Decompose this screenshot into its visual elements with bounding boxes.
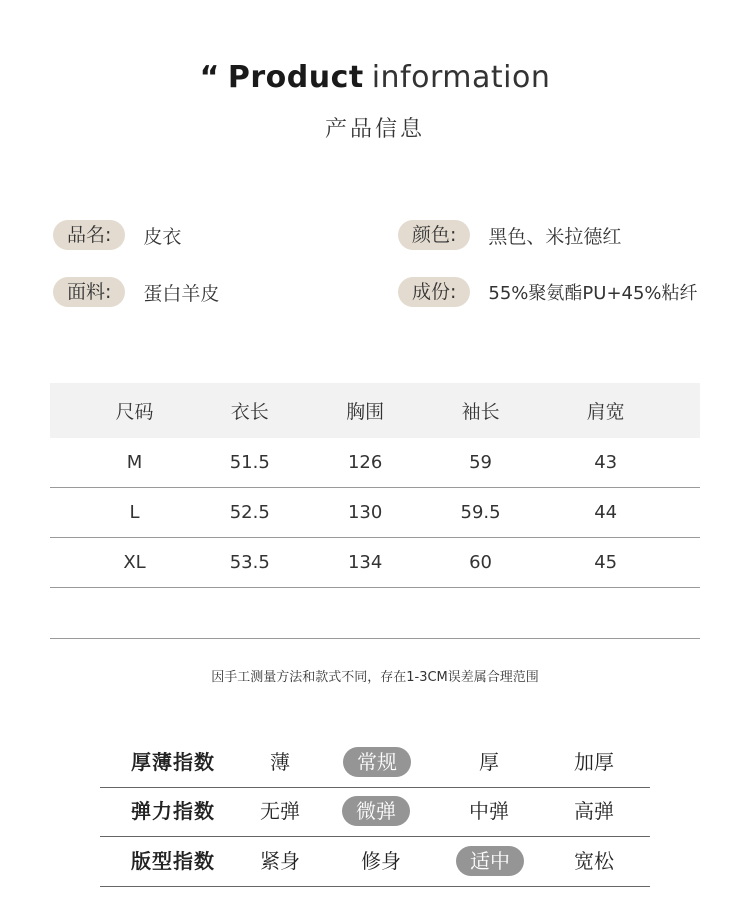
table-row bbox=[50, 538, 700, 588]
attr-color-label: 颜色: bbox=[398, 220, 470, 250]
attr-fabric-label: 面料: bbox=[53, 277, 125, 307]
index-option: 加厚 bbox=[574, 750, 614, 774]
col-header-sleeve: 袖长 bbox=[450, 383, 512, 438]
table-cell: 60 bbox=[450, 538, 512, 588]
index-option: 厚 bbox=[479, 750, 499, 774]
index-label: 版型指数 bbox=[131, 849, 215, 873]
index-option: 修身 bbox=[361, 849, 401, 873]
index-label: 弹力指数 bbox=[131, 799, 215, 823]
title-chinese: 产品信息 bbox=[324, 117, 425, 142]
table-cell: 134 bbox=[281, 538, 450, 588]
table-cell: 126 bbox=[281, 438, 450, 488]
index-row-thickness bbox=[100, 737, 650, 788]
quote-mark: “ bbox=[199, 60, 220, 95]
table-cell: 45 bbox=[511, 538, 700, 588]
attr-name bbox=[53, 220, 181, 250]
measurement-note: 因手工测量方法和款式不同，存在1-3CM误差属合理范围 bbox=[211, 670, 539, 685]
index-option-selected: 常规 bbox=[343, 747, 411, 777]
empty-cell bbox=[50, 588, 700, 639]
attr-name-label: 品名: bbox=[53, 220, 125, 250]
table-cell: 59.5 bbox=[450, 488, 512, 538]
table-cell: 59 bbox=[450, 438, 512, 488]
index-option: 无弹 bbox=[260, 799, 300, 823]
index-row-fit bbox=[100, 836, 650, 887]
table-row bbox=[50, 438, 700, 488]
title-bold: Product bbox=[227, 60, 364, 95]
attr-fabric bbox=[53, 277, 219, 307]
attr-color-value: 黑色、米拉德红 bbox=[488, 225, 622, 248]
index-option-selected: 微弹 bbox=[342, 796, 410, 826]
table-cell: 52.5 bbox=[219, 488, 281, 538]
size-table-header bbox=[50, 383, 700, 438]
attr-composition-value: 55%聚氨酯PU+45%粘纤 bbox=[488, 283, 698, 304]
table-cell: XL bbox=[50, 538, 219, 588]
table-cell: 130 bbox=[281, 488, 450, 538]
index-row-elasticity bbox=[100, 786, 650, 837]
col-header-size: 尺码 bbox=[50, 383, 219, 438]
title-english bbox=[0, 60, 750, 95]
attr-name-value: 皮衣 bbox=[143, 225, 182, 248]
table-row-empty bbox=[50, 588, 700, 639]
title-light: information bbox=[371, 60, 551, 95]
table-row bbox=[50, 488, 700, 538]
attr-color bbox=[398, 220, 621, 250]
index-option: 紧身 bbox=[260, 849, 300, 873]
attr-fabric-value: 蛋白羊皮 bbox=[143, 282, 220, 305]
table-cell: 51.5 bbox=[219, 438, 281, 488]
index-option: 高弹 bbox=[574, 799, 614, 823]
table-cell: 43 bbox=[511, 438, 700, 488]
index-option: 薄 bbox=[270, 750, 290, 774]
index-option: 宽松 bbox=[574, 849, 614, 873]
table-cell: 44 bbox=[511, 488, 700, 538]
col-header-chest: 胸围 bbox=[281, 383, 450, 438]
index-option: 中弹 bbox=[469, 799, 509, 823]
size-table bbox=[50, 383, 700, 639]
col-header-shoulder: 肩宽 bbox=[511, 383, 700, 438]
attr-composition-label: 成份: bbox=[398, 277, 470, 307]
table-cell: 53.5 bbox=[219, 538, 281, 588]
col-header-length: 衣长 bbox=[219, 383, 281, 438]
index-option-selected: 适中 bbox=[456, 846, 524, 876]
table-cell: M bbox=[50, 438, 219, 488]
attr-composition bbox=[398, 277, 698, 307]
table-cell: L bbox=[50, 488, 219, 538]
index-label: 厚薄指数 bbox=[131, 750, 215, 774]
